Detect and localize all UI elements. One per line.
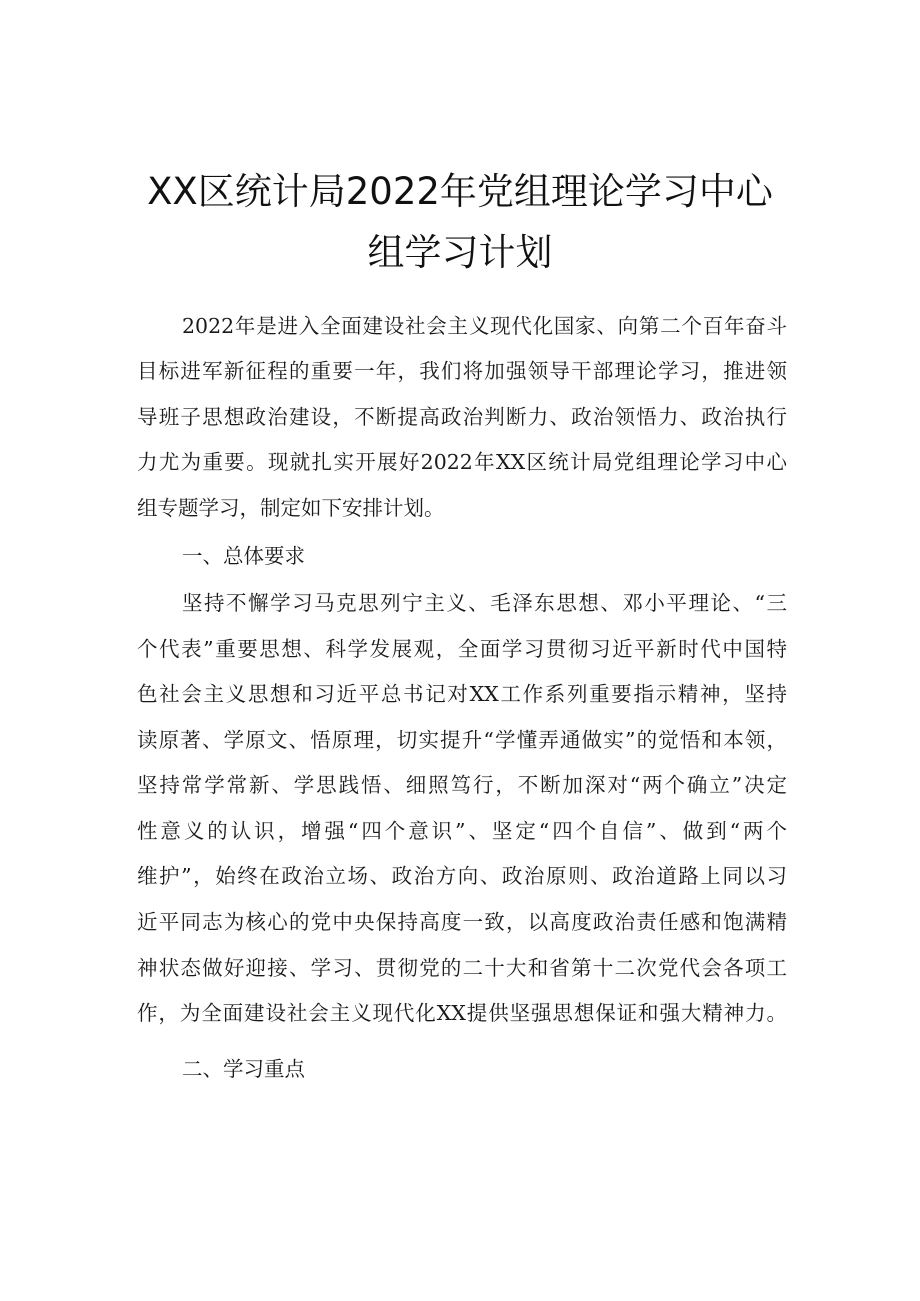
section1-paragraph-line: 个代表”重要思想、科学发展观，全面学习贯彻习近平新时代中国特 bbox=[137, 637, 787, 661]
intro-paragraph-line: 导班子思想政治建设，不断提高政治判断力、政治领悟力、政治执行 bbox=[137, 405, 787, 429]
section1-paragraph-line: 坚持不懈学习马克思列宁主义、毛泽东思想、邓小平理论、“三 bbox=[182, 591, 787, 615]
section-heading-general-requirements: 一、总体要求 bbox=[182, 544, 305, 568]
section1-paragraph-line: 性意义的认识，增强“四个意识”、坚定“四个自信”、做到“两个 bbox=[137, 819, 787, 843]
document-title-line-2: 组学习计划 bbox=[367, 231, 553, 274]
section1-paragraph-line: 色社会主义思想和习近平总书记对XX工作系列重要指示精神，坚持 bbox=[137, 682, 787, 706]
section1-paragraph-line: 近平同志为核心的党中央保持高度一致，以高度政治责任感和饱满精 bbox=[137, 910, 787, 934]
section1-paragraph-line: 神状态做好迎接、学习、贯彻党的二十大和省第十二次党代会各项工 bbox=[137, 956, 787, 980]
section1-paragraph-line: 读原著、学原文、悟原理，切实提升“学懂弄通做实”的觉悟和本领， bbox=[137, 728, 787, 752]
document-title-line-1: XX区统计局2022年党组理论学习中心 bbox=[147, 170, 773, 213]
intro-paragraph-line: 2022年是进入全面建设社会主义现代化国家、向第二个百年奋斗 bbox=[182, 314, 787, 338]
intro-paragraph-line: 力尤为重要。现就扎实开展好2022年XX区统计局党组理论学习中心 bbox=[137, 450, 787, 474]
intro-paragraph-line: 组专题学习，制定如下安排计划。 bbox=[137, 496, 445, 520]
intro-paragraph-line: 目标进军新征程的重要一年，我们将加强领导干部理论学习，推进领 bbox=[137, 359, 787, 383]
section-heading-study-focus: 二、学习重点 bbox=[182, 1057, 305, 1081]
section1-paragraph-line: 坚持常学常新、学思践悟、细照笃行，不断加深对“两个确立”决定 bbox=[137, 773, 787, 797]
section1-paragraph-line: 维护”，始终在政治立场、政治方向、政治原则、政治道路上同以习 bbox=[137, 864, 787, 888]
section1-paragraph-line: 作，为全面建设社会主义现代化XX提供坚强思想保证和强大精神力。 bbox=[137, 1001, 787, 1025]
